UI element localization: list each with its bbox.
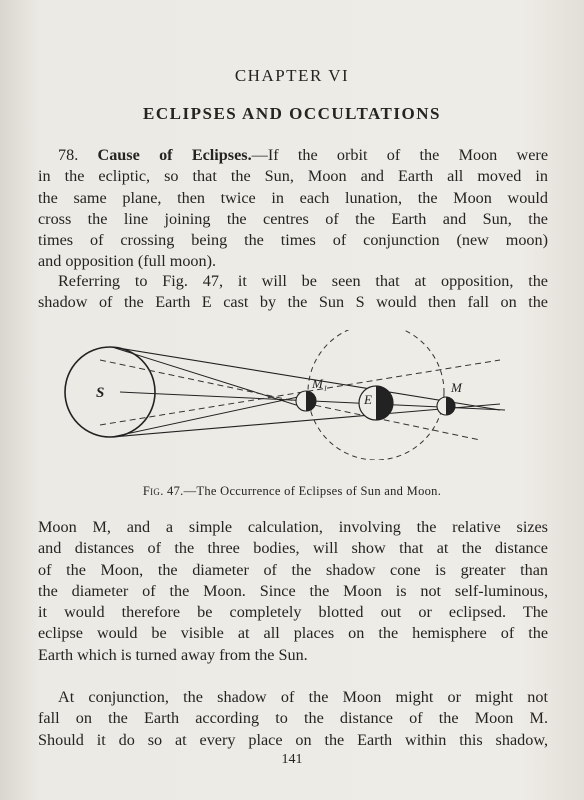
paragraph-line: shadow of the Earth E cast by the Sun S would then fall on the [38, 293, 548, 312]
paragraph-cause-of-eclipses [38, 145, 548, 273]
paragraph-line: Should it do so at every place on the Earth within this shadow, [38, 730, 548, 749]
paragraph-line: eclipse would be visible at all places on the hemisphere of the [38, 624, 548, 643]
penumbra-line-b [112, 394, 312, 437]
paragraph-line: it would therefore be completely blotted out or eclipsed. The [38, 603, 548, 622]
figure-caption-text: —The Occurrence of Eclipses of Sun and Moon. [183, 484, 442, 498]
paragraph-line: Referring to Fig. 47, it will be seen that at opposition, the [58, 272, 548, 290]
section-heading: Cause of Eclipses. [97, 146, 252, 164]
chapter-title: ECLIPSES AND OCCULTATIONS [143, 104, 441, 123]
section-number: 78. [58, 146, 79, 164]
paragraph-line: Moon M, and a simple calculation, involving the relative sizes [38, 518, 548, 536]
paragraph-line: Earth which is turned away from the Sun. [38, 645, 308, 664]
paragraph-conjunction [38, 687, 548, 751]
page-number: 141 [281, 752, 303, 767]
paragraph-line: in the ecliptic, so that the Sun, Moon and Earth all moved in [38, 167, 548, 186]
figure-number: Fig. 47. [142, 484, 184, 498]
paragraph-line: cross the line joining the centres of the Earth and Sun, the [38, 209, 548, 228]
earth-shadow [376, 386, 393, 420]
paragraph-line: At conjunction, the shadow of the Moon might or might not [58, 688, 548, 706]
paragraph-referring-fig [38, 271, 548, 314]
chapter-heading: CHAPTER VI [234, 66, 350, 85]
paragraph-line: fall on the Earth according to the distance of the Moon M. [38, 709, 548, 728]
dashed-ray-lower [100, 360, 480, 440]
moon-m1-label: M₁ [312, 376, 328, 391]
eclipse-diagram [60, 330, 520, 460]
earth-label: E [364, 392, 372, 407]
moon-m1-shadow [306, 391, 316, 411]
paragraph-line: of the Moon, the diameter of the shadow cone is greater than [38, 560, 548, 579]
paragraph-moon-shadow [38, 517, 548, 666]
paragraph-line: 78. Cause of Eclipses.—If the orbit of the Moon were [58, 146, 548, 164]
sun-label: S [96, 385, 105, 401]
paragraph-line: times of crossing being the times of conjunction (new moon) [38, 231, 548, 250]
paragraph-line: the diameter of the Moon. Since the Moon is not self-luminous, [38, 581, 548, 600]
moon-m-shadow [446, 397, 455, 415]
paragraph-line: and opposition (full moon). [38, 252, 217, 271]
figure-caption [0, 484, 584, 499]
paragraph-line: the same plane, then twice in each lunation, the Moon would [38, 188, 548, 207]
moon-m-label: M [451, 380, 462, 395]
paragraph-line: and distances of the three bodies, will show that at the distance [38, 539, 548, 558]
